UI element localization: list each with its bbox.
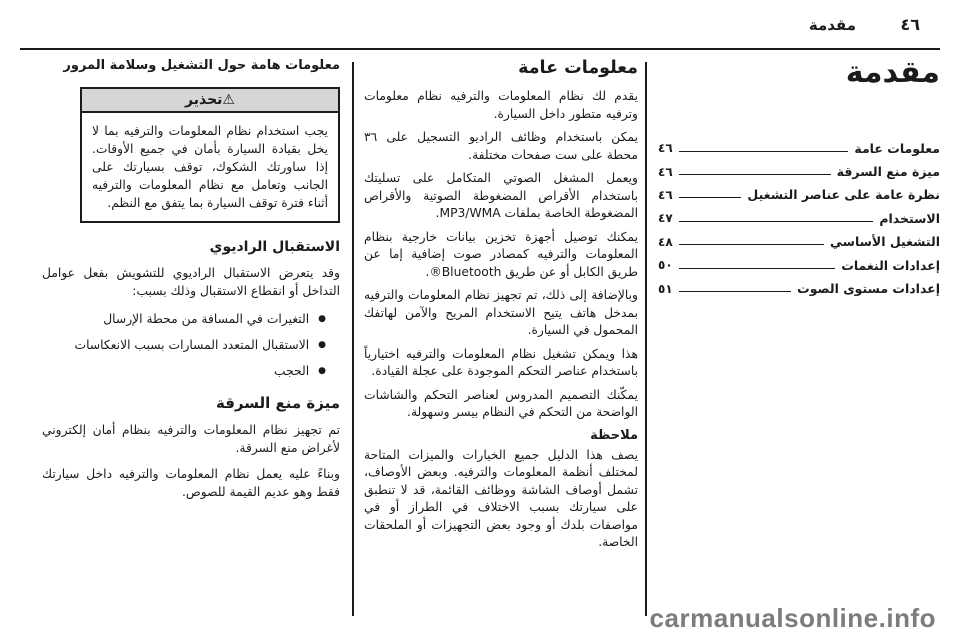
note-heading: ملاحظة <box>590 427 638 443</box>
paragraph: وبالإضافة إلى ذلك، تم تجهيز نظام المعلومات والترفيه بمدخل هاتف يتيح الاستخدام المريح والآمن لهاتفك المحمول في السيارة. <box>364 288 638 337</box>
toc-entry-page: ٤٦ <box>658 141 673 156</box>
toc-entry-label: ميزة منع السرقة <box>836 164 940 180</box>
toc-entry <box>658 230 940 253</box>
safety-column <box>22 58 340 510</box>
watermark-text: carmanualsonline.info <box>649 603 936 633</box>
chapter-title: مقدمة <box>845 55 940 90</box>
toc-leader-line <box>679 291 792 292</box>
toc-leader-line <box>679 174 831 175</box>
safety-heading: معلومات هامة حول التشغيل وسلامة المرور <box>63 58 340 73</box>
toc-entry-page: ٤٦ <box>658 187 673 202</box>
bullet-item <box>22 311 326 328</box>
warning-text: يجب استخدام نظام المعلومات والترفيه بما لا يخل بقيادة السيارة بأمان في جميع الأوقات. إذا ساورتك الشكوك، توقف بسيارتك على الجانب وتعامل مع نظام المعلومات والترفيه أثناء فترة توقف السيارة بما يتفق مع النظم. <box>92 124 328 210</box>
bullet-icon: ● <box>318 366 326 376</box>
paragraph: ويعمل المشغل الصوتي المتكامل على تسليتك باستخدام الأقراص المضغوطة الصوتية والأقراص المضغوطة الخاصة بملفات MP3/WMA. <box>364 171 638 220</box>
toc-leader-line <box>679 221 874 222</box>
antitheft-paragraph: تم تجهيز نظام المعلومات والترفيه بنظام أمان إلكتروني لأغراض منع السرقة. <box>42 423 340 455</box>
header-chapter-title: مقدمة <box>808 16 856 34</box>
bullet-text: التغيرات في المسافة من محطة الإرسال <box>103 312 310 326</box>
toc-entry-label: التشغيل الأساسي <box>830 234 940 250</box>
toc-entry-label: إعدادات النغمات <box>841 257 940 273</box>
toc-entry <box>658 253 940 276</box>
toc-column <box>658 56 940 300</box>
toc-entry-page: ٤٦ <box>658 164 673 179</box>
toc-entry <box>658 207 940 230</box>
header-page-number: ٤٦ <box>900 15 920 34</box>
warning-box <box>80 87 340 223</box>
bullet-item <box>22 363 326 380</box>
paragraph: يمكنك توصيل أجهزة تخزين بيانات خارجية بنظام المعلومات والترفيه كمصادر صوت إضافية إما عن طريق الكابل أو عن طريق Bluetooth®. <box>364 229 638 279</box>
bullet-text: الحجب <box>274 364 310 378</box>
toc-entry <box>658 137 940 160</box>
toc-entry-label: معلومات عامة <box>854 140 940 156</box>
toc-leader-line <box>679 197 742 198</box>
toc-entry <box>658 277 940 300</box>
bullet-item <box>22 337 326 354</box>
note-text: يصف هذا الدليل جميع الخيارات والميزات المتاحة لمختلف أنظمة المعلومات والترفيه. وبعض الأوصاف، تشمل أوصاف الشاشة ووظائف القائمة، قد لا تنطبق على سيارتك بسبب الاختلاف في الطراز أو في مواصفات بلدك أو وجود بعض التجهيزات أو الملحقات الخاصة. <box>364 447 638 549</box>
toc-leader-line <box>679 268 836 269</box>
antitheft-paragraph: وبناءً عليه يعمل نظام المعلومات والترفيه داخل سيارتك فقط وهو عديم القيمة للصوص. <box>42 467 340 499</box>
bullet-text: الاستقبال المتعدد المسارات بسبب الانعكاسات <box>74 338 310 352</box>
bullet-icon: ● <box>318 340 326 350</box>
warning-triangle-icon: ⚠ <box>222 92 235 108</box>
warning-title: تحذير <box>185 92 223 108</box>
toc-entry-page: ٥٠ <box>658 258 673 273</box>
toc-leader-line <box>679 151 849 152</box>
general-info-column <box>364 58 638 558</box>
toc-leader-line <box>679 244 824 245</box>
radio-reception-heading: الاستقبال الراديوي <box>209 239 340 255</box>
paragraph: يمكّنك التصميم المدروس لعناصر التحكم والشاشات الواضحة من التحكم في النظام بيسر وسهولة. <box>364 387 638 419</box>
general-info-heading: معلومات عامة <box>518 58 638 78</box>
toc-entry-label: نظرة عامة على عناصر التشغيل <box>747 187 940 203</box>
column-divider-left <box>352 62 354 616</box>
paragraph: هذا ويمكن تشغيل نظام المعلومات والترفيه اختيارياً باستخدام عناصر التحكم الموجودة على عجلة القيادة. <box>364 346 638 378</box>
bullet-icon: ● <box>318 314 326 324</box>
radio-reception-intro: وقد يتعرض الاستقبال الراديوي للتشويش بفعل عوامل التداخل أو انقطاع الاستقبال وذلك بسبب: <box>42 266 340 298</box>
toc-entry-page: ٤٨ <box>658 234 673 249</box>
toc-entry-page: ٥١ <box>658 281 673 296</box>
radio-reception-bullets <box>22 309 340 380</box>
paragraph: يمكن باستخدام وظائف الراديو التسجيل على ٣٦ محطة على ست صفحات مختلفة. <box>364 130 638 162</box>
toc-entry-label: الاستخدام <box>879 210 940 226</box>
header-rule <box>20 48 940 50</box>
column-divider-right <box>645 62 647 616</box>
antitheft-heading: ميزة منع السرقة <box>216 394 340 412</box>
toc-entry <box>658 183 940 206</box>
warning-box-header <box>82 89 338 113</box>
toc-entry-label: إعدادات مستوى الصوت <box>797 281 940 297</box>
toc-entry <box>658 160 940 183</box>
paragraph: يقدم لك نظام المعلومات والترفيه نظام معلومات وترفيه متطور داخل السيارة. <box>364 89 638 121</box>
toc-entry-page: ٤٧ <box>658 211 673 226</box>
